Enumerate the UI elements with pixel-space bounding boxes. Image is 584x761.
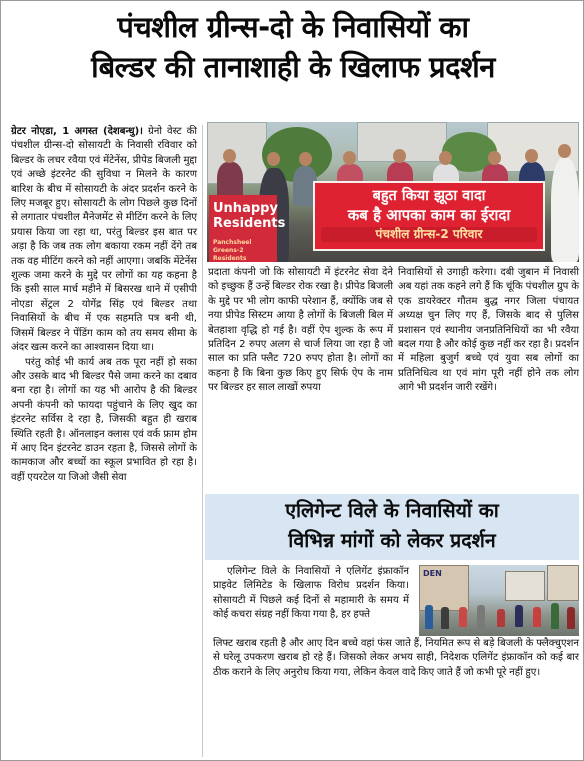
photo-building: [505, 571, 545, 601]
protester-head: [343, 151, 356, 165]
headline-line-2: बिल्डर की तानाशाही के खिलाफ प्रदर्शन: [91, 50, 495, 84]
sub-article-paragraph-1: एलिगेन्ट विले के निवासियों ने एलिगेंट इंफ्राकॉन प्राइवेट लिमिटेड के खिलाफ विरोध प्रदर्शन किया। सोसायटी में पिछले कई दिनों से महामारी के समय में कोई कचरा संग्रह नहीं किया गया है, हर हफ्ते: [213, 566, 409, 621]
protester-head: [267, 152, 280, 166]
protester: [497, 609, 505, 627]
protest-photo: [207, 122, 579, 262]
elegant-ville-protest-photo: [419, 565, 579, 636]
subhead: [205, 496, 579, 556]
protester: [515, 605, 523, 627]
protester: [551, 603, 559, 629]
protester-head: [299, 152, 312, 166]
article-paragraph-3: प्रदाता कंपनी जो कि सोसायटी में इंटरनेट सेवा देने को इच्छुक हैं उन्हें बिल्डर रोक रखा है। प्रीपेड बिजली के मुद्दे पर भी लोग काफी परेशान हैं, क्योंकि जब से नया प्रीपेड सिस्टम आया है लोगों के बिजली बिल में बेतहाशा वृद्धि हो गई है। वहीं ऐप शुल्क के रूप में प्रतिदिन 2 रुपए अलग से चार्ज लिया जा रहा है जो साल का प्रति फ्लैट 720 रुपए होता है। लोगों का कहना है कि बिना कुछ किए हुए सिर्फ ऐप के नाम पर बिल्डर हर साल लाखों रुपया: [208, 267, 393, 394]
photo-sign: DEN: [423, 569, 442, 578]
article-paragraph-1: ग्रेनो वेस्ट की पंचशील ग्रीन्स-दो सोसायटी के निवासी रविवार को बिल्डर के लचर रवैया एवं मेंटेनेंस, प्रीपेड बिजली मुद्दा एवं अच्छे इंटरनेट की सुविधा न मिलने के कारण बारिश के बीच में सोसायटी के अंदर प्रदर्शन करने के लिए मजबूर हुए। सोसायटी के लोग पिछले कुछ दिनों से लगातार पंचशील मैनेजमेंट से मीटिंग करने के लिए प्रयास किया जा रहा था, परंतु बिल्डर इस बात पर अड़ा है कि जब तक लोग बकाया रकम नहीं देंगे तब तक वह मीटिंग करने को नहीं आएगा। जबकि मेंटेनेंस शुल्क जमा करने के मुद्दे पर लोगों का यह कहना है कि इसी साल मार्च महीने में बिसरख थाने में एसीपी नोएडा सेंट्रल 2 योगेंद्र सिंह एवं बिल्डर तथा निवासियों के बीच में एक सहमति पत्र बनी थी, जिसमें बिल्डर ने पेंडिंग काम को तय समय सीमा के अंदर खत्म करने का आश्वासन दिया था।: [11, 126, 197, 354]
protester-head: [488, 151, 501, 165]
side-banner-subtext: Panchsheel Greens-2 Residents: [213, 239, 252, 262]
column-divider: [202, 125, 203, 757]
article-column-1: [11, 125, 197, 757]
protester-head: [558, 144, 571, 158]
subhead-line-2: विभिन्न मांगों को लेकर प्रदर्शन: [288, 529, 496, 552]
protester: [477, 605, 485, 629]
dateline: ग्रेटर नोएडा, 1 अगस्त (देशबन्धु)।: [11, 126, 144, 137]
protester: [459, 607, 467, 627]
protester: [567, 607, 575, 629]
article-column-2: [208, 266, 393, 492]
banner-line-3: पंचशील ग्रीन्स-2 परिवार: [321, 227, 537, 242]
side-banner-text: Unhappy Residents: [213, 201, 286, 231]
photo-building: [547, 565, 579, 601]
protester: [533, 607, 541, 627]
protester: [441, 607, 449, 629]
protester-head: [525, 149, 538, 163]
sub-article-text-1: [213, 565, 409, 637]
headline-line-1: पंचशील ग्रीन्स-दो के निवासियों का: [117, 10, 469, 44]
banner-line-2: कब है आपका काम का ईरादा: [347, 206, 511, 224]
protester-head: [223, 149, 236, 163]
banner-line-1: बहुत किया झूठा वादा: [372, 188, 486, 204]
sub-article-paragraph-2: लिफ्ट खराब रहती है और आए दिन बच्चे वहां फंस जाते हैं, नियमित रूप से बड़े बिजली के फ्लैक्चुएशन से घरेलू उपकरण खराब हो रहे हैं। जिसको लेकर अभय साही, निदेशक एलिगेंट इंफ्राकॉन को कई बार ठीक कराने के लिए अनुरोध किया गया, लेकिन केवल वादे किए जाते हैं जो कभी पूरे नहीं हुए।: [213, 638, 579, 678]
article-paragraph-2: परंतु कोई भी कार्य अब तक पूरा नहीं हो सका और उसके बाद भी बिल्डर पैसे जमा करने का दबाव बना रहा है। लोगों का यह भी आरोप है की बिल्डर अपनी कंपनी को फायदा पहुंचाने के लिए खुद का इंटरनेट सर्विस दे रहा है, जिसकी बहुत ही खराब स्थिति रहती है। ऑनलाइन क्लास एवं वर्क फ्राम होम में आए दिन इंटरनेट डाउन रहता है, जिससे लोगों के कामकाज और बच्चों का स्कूल प्रभावित हो रहा है। वहीं एयरटेल या जिओ जैसी सेवा: [11, 356, 197, 483]
side-banner: [209, 195, 286, 262]
protester: [551, 158, 579, 262]
protester: [425, 605, 433, 629]
headline: [9, 7, 577, 87]
article-paragraph-4: निवासियों से उगाही करेगा। दबी जुबान में निवासी अब यहां तक कहने लगे हैं कि चूंकि पंचशील ग्रुप के एक डायरेक्टर गौतम बुद्ध नगर जिला पंचायत अध्यक्ष चुन लिए गए हैं, जिसके बाद से पुलिस प्रशासन एवं स्थानीय जनप्रतिनिधियों का भी रवैया बदल गया है और कोई कुछ नहीं कर रहा है। प्रदर्शन में महिला बुजुर्ग बच्चे एवं युवा सब लोगों का प्रतिनिधित्व था एवं मांग पूरी नहीं होने तक लोग आगे भी प्रदर्शन जारी रखेंगे।: [398, 267, 579, 394]
protester-head: [393, 149, 406, 163]
sub-article-text-2: [213, 637, 579, 757]
protester-head: [439, 151, 452, 165]
subhead-line-1: एलिगेन्ट विले के निवासियों का: [285, 499, 499, 522]
protest-banner: [313, 181, 545, 251]
article-column-3: [398, 266, 579, 492]
